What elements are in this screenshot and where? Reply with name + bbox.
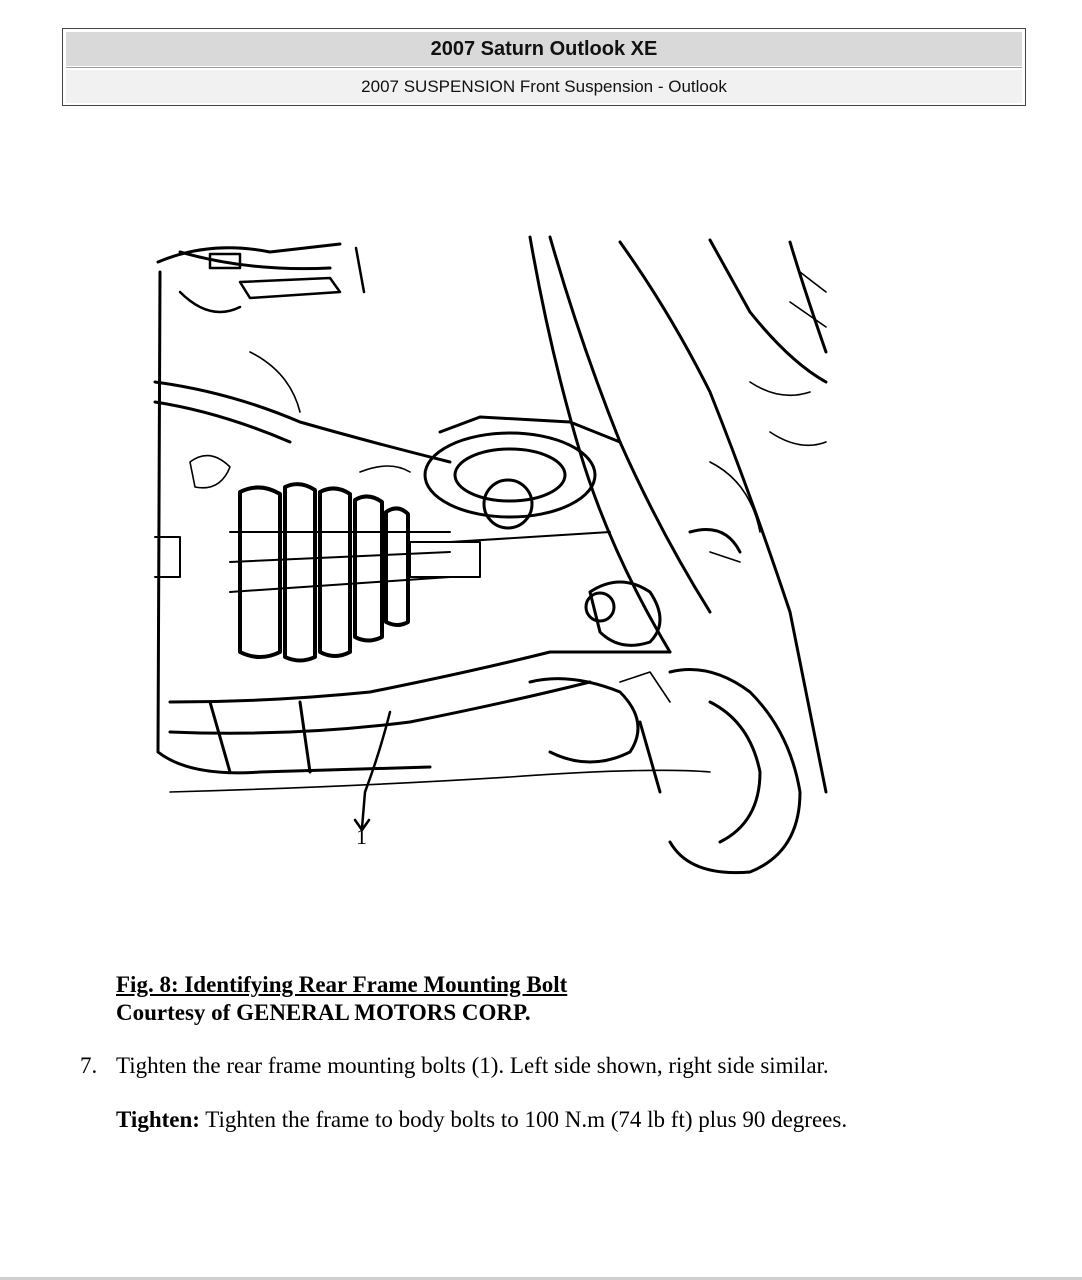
header-divider xyxy=(66,67,1022,68)
step-text: Tighten the rear frame mounting bolts (1). Left side shown, right side similar. xyxy=(116,1053,829,1078)
step-number: 7. xyxy=(80,1053,98,1078)
figure-title: Fig. 8: Identifying Rear Frame Mounting Bolt xyxy=(116,972,568,997)
document-header xyxy=(62,28,1026,106)
tighten-label: Tighten: xyxy=(116,1107,200,1132)
vehicle-title: 2007 Saturn Outlook XE xyxy=(66,32,1022,66)
tighten-text: Tighten the frame to body bolts to 100 N.m (74 lb ft) plus 90 degrees. xyxy=(199,1107,848,1132)
section-title: 2007 SUSPENSION Front Suspension - Outlook xyxy=(66,70,1022,103)
callout-label: 1 xyxy=(356,824,367,849)
rear-frame-mounting-illustration xyxy=(150,232,834,880)
figure-courtesy: Courtesy of GENERAL MOTORS CORP. xyxy=(116,1000,531,1025)
figure-caption xyxy=(116,971,567,1027)
tighten-spec xyxy=(116,1106,847,1134)
